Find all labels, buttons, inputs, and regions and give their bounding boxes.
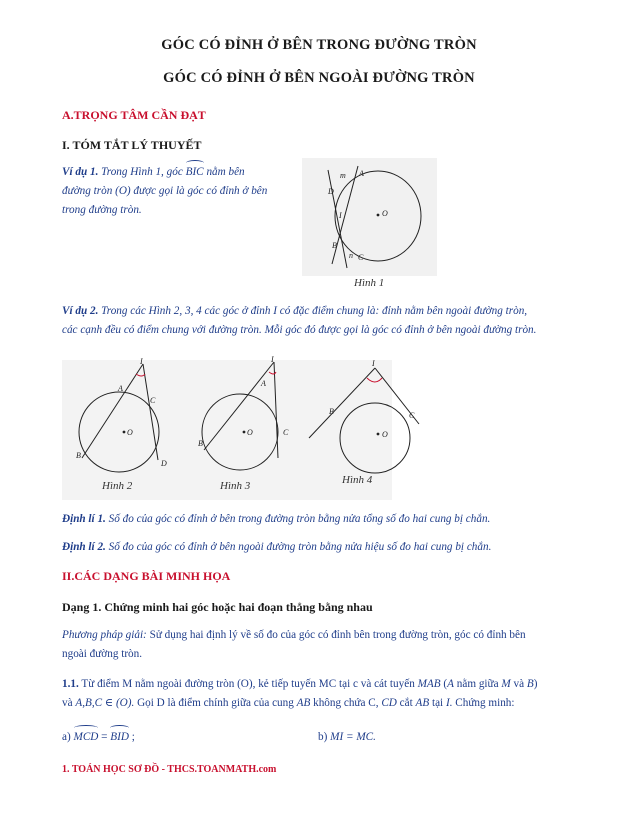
- figure-2-label-b: B: [76, 451, 81, 460]
- part-a-label: a): [62, 731, 71, 743]
- figure-2-label-c: C: [150, 396, 156, 405]
- figure-3-label-a: A: [261, 379, 266, 388]
- example-1-text-2: nằm bên: [206, 166, 245, 178]
- figure-2: [62, 358, 192, 493]
- theorem-1-text: Số đo của góc có đỉnh ở bên trong đường tròn bằng nửa tổng số đo hai cung bị chắn.: [108, 513, 491, 525]
- example-1-line-3: trong đường tròn.: [62, 204, 142, 216]
- problem-text-2b: A,B,C ∈ (O).: [75, 697, 135, 709]
- method-label: Phương pháp giải:: [62, 629, 147, 641]
- part-b-text: MI = MC.: [330, 731, 376, 743]
- figure-4-label-c: C: [409, 411, 415, 420]
- figure-3-label-c: C: [283, 428, 289, 437]
- method-line-1: Sử dụng hai định lý về số đo của góc có đỉnh bên trong đường tròn, góc có đỉnh bên: [149, 629, 526, 641]
- figure-2-angle-mark: [136, 374, 145, 376]
- figure-4-label-o: O: [382, 430, 388, 439]
- problem-text-2c: Gọi D là điểm chính giữa của cung: [137, 697, 294, 709]
- figure-1-label-d: D: [328, 187, 334, 196]
- section-2-heading: II.CÁC DẠNG BÀI MINH HỌA: [62, 569, 231, 583]
- theorem-1-label: Định lí 1.: [62, 513, 106, 525]
- figure-4-circle: [340, 403, 410, 473]
- example-1-label: Ví dụ 1.: [62, 166, 99, 178]
- problem-text-2e: không chứa C,: [313, 697, 379, 709]
- part-b-label: b): [318, 731, 328, 743]
- problem-text-2k: Chứng minh:: [455, 697, 515, 709]
- problem-text-2i: tại: [431, 697, 444, 709]
- example-2-line-2: các cạnh đều có điểm chung với đường tròn. Mỗi góc đó được gọi là góc có đỉnh ở bên ngoài đường tròn.: [62, 324, 537, 336]
- figure-4-angle-mark: [367, 378, 382, 382]
- figure-2-caption: Hình 2: [102, 480, 133, 492]
- example-2-label: Ví dụ 2.: [62, 305, 99, 317]
- figure-1-center-dot: [377, 214, 380, 217]
- figure-3: [190, 355, 320, 493]
- figure-1-label-n: n: [349, 251, 353, 260]
- section-a-heading: A.TRỌNG TÂM CẦN ĐẠT: [62, 108, 206, 122]
- example-1-line-2: đường tròn (O) được gọi là góc có đỉnh ở bên: [62, 185, 268, 197]
- type-1-heading: Dạng 1. Chứng minh hai góc hoặc hai đoạn thẳng bằng nhau: [62, 600, 373, 614]
- figure-3-label-i: I: [271, 355, 274, 364]
- figure-1-label-c: C: [358, 253, 364, 262]
- figure-3-label-b: B: [198, 439, 203, 448]
- figure-2-secant-2: [143, 364, 158, 460]
- figure-3-caption: Hình 3: [220, 480, 251, 492]
- example-1-text-1: Trong Hình 1, góc: [101, 166, 183, 178]
- figure-2-secant-1: [82, 364, 143, 458]
- problem-text-1h: B: [526, 678, 534, 690]
- figure-3-center-dot: [243, 431, 246, 434]
- figure-2-center-dot: [123, 431, 126, 434]
- title-line-1: GÓC CÓ ĐỈNH Ở BÊN TRONG ĐƯỜNG TRÒN: [161, 37, 477, 53]
- figure-1-label-i: I: [339, 211, 342, 220]
- figure-1-label-o: O: [382, 209, 388, 218]
- figure-4-center-dot: [377, 433, 380, 436]
- figure-1-label-b: B: [332, 241, 337, 250]
- problem-text-2g: cắt: [399, 697, 413, 709]
- problem-text-2f: CD: [381, 697, 397, 709]
- title-line-2: GÓC CÓ ĐỈNH Ở BÊN NGOÀI ĐƯỜNG TRÒN: [163, 70, 475, 86]
- problem-text-2h: AB: [415, 697, 430, 709]
- footer: 1. TOÁN HỌC SƠ ĐỒ - THCS.TOANMATH.com: [62, 764, 277, 775]
- figure-3-secant: [204, 362, 274, 450]
- theorem-2: [62, 538, 602, 557]
- figure-2-label-i: I: [140, 357, 143, 366]
- problem-text-1d: A: [447, 678, 454, 690]
- example-2-line-1: Trong các Hình 2, 3, 4 các góc ở đỉnh I có đặc điểm chung là: đỉnh nằm bên ngoài đường tròn,: [101, 305, 528, 317]
- figure-2-label-a: A: [118, 384, 123, 393]
- problem-1-1: [62, 675, 622, 713]
- problem-part-b: [318, 728, 376, 747]
- example-2: [62, 302, 602, 340]
- problem-part-a: [62, 728, 135, 747]
- figure-2-label-d: D: [161, 459, 167, 468]
- example-1-angle: BIC: [186, 163, 204, 182]
- problem-text-1g: và: [513, 678, 525, 690]
- figure-1: [302, 158, 437, 293]
- figure-1-label-a: A: [359, 169, 364, 178]
- problem-text-2j: I.: [445, 697, 453, 709]
- problem-text-2a: và: [62, 697, 73, 709]
- part-a-lhs: MCD: [74, 728, 99, 747]
- figure-3-label-o: O: [247, 428, 253, 437]
- figure-4: [305, 358, 435, 493]
- problem-number: 1.1.: [62, 678, 79, 690]
- problem-text-1i: ): [533, 678, 538, 690]
- problem-text-1a: Từ điểm M nằm ngoài đường tròn (O), kẻ tiếp tuyến MC tại c và cát tuyến: [81, 678, 415, 690]
- problem-text-2d: AB: [296, 697, 311, 709]
- method-line-2: ngoài đường tròn.: [62, 648, 143, 660]
- problem-text-1c: (: [443, 678, 448, 690]
- figure-2-label-o: O: [127, 428, 133, 437]
- figure-4-label-i: I: [372, 359, 375, 368]
- figure-3-angle-mark: [269, 372, 276, 374]
- figure-1-label-m: m: [340, 171, 346, 180]
- figure-4-caption: Hình 4: [342, 474, 373, 486]
- problem-text-1b: MAB: [417, 678, 441, 690]
- section-1-heading: I. TÓM TẮT LÝ THUYẾT: [62, 138, 202, 152]
- figure-1-caption: Hình 1: [354, 277, 385, 289]
- part-a-rhs: BID: [110, 728, 129, 747]
- example-1: [62, 163, 302, 220]
- method: [62, 626, 602, 664]
- part-a-eq: =: [98, 731, 111, 743]
- part-a-end: ;: [128, 731, 135, 743]
- theorem-1: [62, 510, 602, 529]
- theorem-2-text: Số đo của góc có đỉnh ở bên ngoài đường tròn bằng nửa hiệu số đo hai cung bị chắn.: [108, 541, 492, 553]
- figure-4-label-b: B: [329, 407, 334, 416]
- theorem-2-label: Định lí 2.: [62, 541, 106, 553]
- figure-2-circle: [79, 392, 159, 472]
- problem-text-1f: M: [501, 678, 511, 690]
- problem-text-1e: nằm giữa: [456, 678, 499, 690]
